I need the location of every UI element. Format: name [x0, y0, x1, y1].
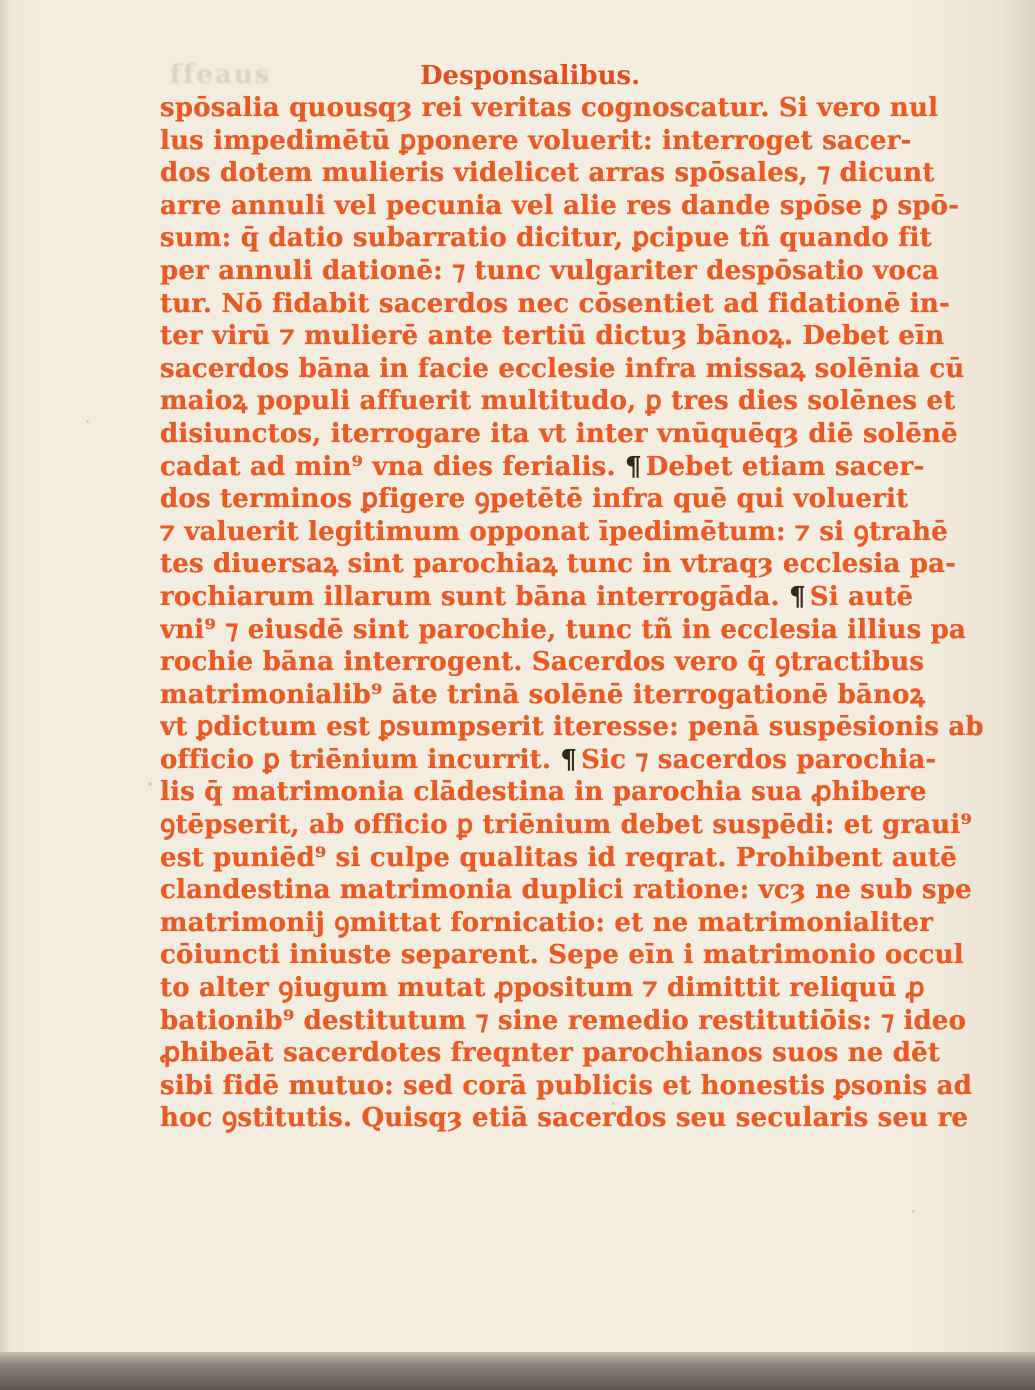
text-line	[160, 385, 992, 418]
line-text: disiunctos, iterrogare ita vt inter vnūquēqȝ diē solēnē	[160, 418, 958, 449]
text-line	[160, 92, 992, 125]
text-line	[160, 939, 992, 972]
line-text: to alter ꝯiugum mutat ꝓpositum ⁊ dimittit reliquū ꝓ	[160, 973, 925, 1004]
text-line	[160, 679, 992, 712]
line-text: ter virū ⁊ mulierē ante tertiū dictuȝ bānoꝝ. Debet eīn	[160, 321, 945, 352]
text-line	[160, 711, 992, 744]
line-text: tur. Nō fidabit sacerdos nec cōsentiet ad fidationē in-	[160, 288, 950, 319]
text-line	[160, 646, 992, 679]
text-line	[160, 874, 992, 907]
text-line	[160, 353, 992, 386]
line-text: lus impedimētū ꝑponere voluerit: interroget sacer-	[160, 125, 912, 156]
line-text: sibi fidē mutuo: sed corā publicis et honestis ꝑsonis ad	[160, 1070, 973, 1101]
text-line	[160, 222, 992, 255]
paper-speck	[86, 420, 89, 423]
line-text: dos dotem mulieris videlicet arras spōsales, ⁊ dicunt	[160, 158, 935, 189]
paper-speck	[148, 782, 152, 786]
line-text: spōsalia quousqȝ rei veritas cognoscatur. Si vero nul	[160, 93, 939, 123]
line-text: Si autē	[809, 581, 914, 612]
line-text: Sic ⁊ sacerdos parochia-	[581, 744, 937, 775]
text-line	[160, 744, 992, 777]
text-line	[160, 1070, 992, 1103]
running-head: Desponsalibus.	[420, 61, 641, 91]
text-line	[160, 418, 992, 451]
line-text: tes diuersaꝝ sint parochiaꝝ tunc in vtraqȝ ecclesia pa-	[160, 549, 957, 580]
text-line	[160, 972, 992, 1005]
line-text: rochiarum illarum sunt bāna interrogāda.	[160, 581, 790, 612]
line-text: est puniēd⁹ si culpe qualitas id reqrat. Prohibent autē	[160, 842, 957, 873]
line-text: ⁊ valuerit legitimum opponat īpedimētum: ⁊ si ꝯtrahē	[160, 516, 948, 547]
text-line	[160, 581, 992, 614]
text-line	[160, 1005, 992, 1038]
line-text: cōiuncti iniuste separent. Sepe eīn i matrimonio occul	[160, 940, 964, 971]
text-line	[160, 1102, 992, 1135]
text-line	[160, 288, 992, 321]
line-text: matrimonialib⁹ āte trinā solēnē iterrogationē bānoꝝ	[160, 679, 925, 710]
line-text: ꝯtēpserit, ab officio ꝑ triēnium debet suspēdi: et graui⁹	[160, 810, 973, 841]
line-text: bationib⁹ destitutum ⁊ sine remedio restitutiōis: ⁊ ideo	[160, 1005, 967, 1036]
line-text: Debet etiam sacer-	[645, 451, 925, 482]
paper-speck	[912, 1210, 915, 1213]
line-text: maioꝝ populi affuerit multitudo, ꝑ tres dies solēnes et	[160, 386, 956, 417]
text-line	[160, 125, 992, 158]
line-text: vni⁹ ⁊ eiusdē sint parochie, tunc tñ in ecclesia illius pa	[160, 614, 967, 645]
line-text: dos terminos ꝑfigere ꝯpetētē infra quē qui voluerit	[160, 484, 909, 515]
line-text: per annuli dationē: ⁊ tunc vulgariter despōsatio voca	[160, 255, 940, 286]
line-text: vt ꝑdictum est ꝑsumpserit iteresse: penā suspēsionis ab	[160, 712, 984, 743]
text-line	[160, 157, 992, 190]
line-text: ꝓhibeāt sacerdotes freqnter parochianos suos ne dēt	[160, 1038, 941, 1069]
line-text: cadat ad min⁹ vna dies ferialis.	[160, 451, 626, 482]
line-text: lis q̄ matrimonia clādestina in parochia sua ꝓhibere	[160, 777, 927, 808]
line-text: sacerdos bāna in facie ecclesie infra missaꝝ solēnia cū	[160, 353, 965, 384]
paragraph-mark-icon: ¶	[560, 744, 578, 775]
line-text: sum: q̄ datio subarratio dicitur, ꝑcipue tñ quando fit	[160, 223, 932, 254]
text-line	[160, 320, 992, 353]
line-text: arre annuli vel pecunia vel alie res dande spōse ꝑ spō-	[160, 190, 960, 221]
text-line	[160, 842, 992, 875]
text-line	[160, 516, 992, 549]
line-text: officio ꝑ triēnium incurrit.	[160, 744, 561, 775]
text-line	[160, 776, 992, 809]
text-line	[160, 614, 992, 647]
text-line	[160, 451, 992, 484]
text-line	[160, 190, 992, 223]
line-text: clandestina matrimonia duplici ratione: vcȝ ne sub spe	[160, 875, 972, 906]
text-block	[160, 92, 992, 1135]
text-line	[160, 483, 992, 516]
show-through-ghost-text: ffeaus	[170, 60, 272, 90]
line-text: hoc ꝯstitutis. Quisqȝ etiā sacerdos seu secularis seu re	[160, 1103, 969, 1134]
line-text: matrimonij ꝯmittat fornicatio: et ne matrimonialiter	[160, 907, 934, 938]
scan-bottom-edge	[0, 1352, 1035, 1390]
text-line	[160, 255, 992, 288]
text-line	[160, 907, 992, 940]
line-text: rochie bāna interrogent. Sacerdos vero q̄ ꝯtractibus	[160, 647, 925, 678]
paragraph-mark-icon: ¶	[625, 451, 642, 482]
text-line	[160, 1037, 992, 1070]
text-line	[160, 809, 992, 842]
paragraph-mark-icon: ¶	[789, 581, 806, 612]
text-line	[160, 548, 992, 581]
